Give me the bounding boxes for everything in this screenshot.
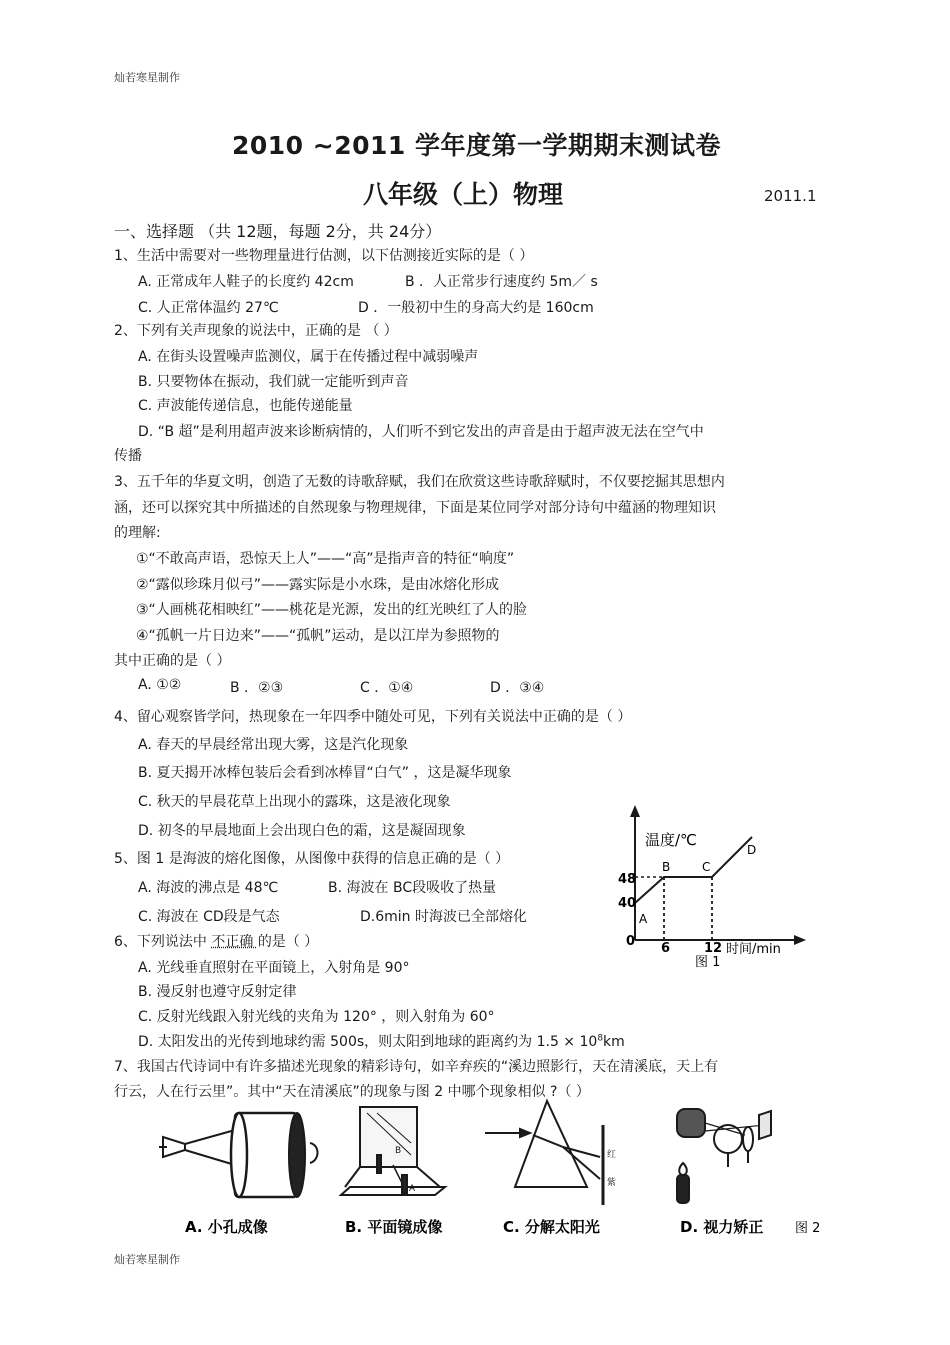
y-axis-label: 温度/℃ [645,831,697,849]
q4-option-a: A. 春天的早晨经常出现大雾，这是汽化现象 [138,737,409,753]
q6-option-d-exponent: 8 [597,1033,604,1044]
prism-label-violet: 紫 [607,1178,617,1188]
q4-option-b: B. 夏天揭开冰棒包装后会看到冰棒冒“白气” ，这是凝华现象 [138,765,512,781]
q1-stem: 1、生活中需要对一些物理量进行估测，以下估测接近实际的是（ ） [114,248,534,264]
q3-option-c: C ．①④ [360,680,414,696]
q5-option-a: A. 海波的沸点是 48℃ [138,880,279,896]
q1-option-a: A. 正常成年人鞋子的长度约 42cm [138,274,354,290]
q7-line2: 行云，人在行云里”。其中“天在清溪底”的现象与图 2 中哪个现象相似 ?（ ） [114,1084,590,1100]
figure1-graph [610,805,810,970]
q3-line2: 涵，还可以探究其中所描述的自然现象与物理规律，下面是某位同学对部分诗句中蕴涵的物理知识 [114,500,716,516]
header-note: 灿若寒星制作 [114,71,180,84]
x-axis-arrow [794,935,806,945]
q3-item1: ①“不敢高声语，恐惊天上人”——“高”是指声音的特征“响度” [136,551,515,567]
q1-option-c: C. 人正常体温约 27℃ [138,300,279,316]
q3-option-b: B ．②③ [230,680,284,696]
q3-option-a: A. ①② [138,677,182,693]
q1-option-d: D ．一般初中生的身高大约是 160cm [358,300,594,316]
q6-stem-end: 的是（ ） [257,934,319,950]
q7-line1: 7、我国古代诗词中有许多描述光现象的精彩诗句，如辛弃疾的“溪边照影行，天在清溪底，天上有 [114,1059,719,1075]
q6-option-c: C. 反射光线跟入射光线的夹角为 120° ，则入射角为 60° [138,1009,495,1025]
q2-option-a: A. 在街头设置噪声监测仪，属于在传播过程中减弱噪声 [138,349,479,365]
q3-option-d: D ．③④ [490,680,545,696]
q2-option-c: C. 声波能传递信息，也能传递能量 [138,398,353,414]
q6-option-b: B. 漫反射也遵守反射定律 [138,984,297,1000]
q5-stem: 5、图 1 是海波的熔化图像，从图像中获得的信息正确的是（ ） [114,851,510,867]
q2-option-d: D. “B 超”是利用超声波来诊断病情的，人们听不到它发出的声音是由于超声波无法在空气中 [138,424,704,440]
q6-option-d-text: D. 太阳发出的光传到地球约需 500s，则太阳到地球的距离约为 1.5 × 10 [138,1034,598,1050]
y-axis-arrow [630,805,640,817]
q6-option-a: A. 光线垂直照射在平面镜上，入射角是 90° [138,960,410,976]
y-tick-0: 0 [626,934,636,949]
q4-stem: 4、留心观察皆学问，热现象在一年四季中随处可见，下列有关说法中正确的是（ ） [114,709,632,725]
q1-option-b: B ．人正常步行速度约 5m／ s [405,274,598,290]
q5-option-d: D.6min 时海波已全部熔化 [360,909,527,925]
figure2-caption-a: A. 小孔成像 [185,1218,268,1236]
vision-correction-illustration [677,1109,771,1203]
exam-date: 2011.1 [764,187,817,205]
figure2-caption-d: D. 视力矫正 [680,1218,764,1236]
y-tick-48: 48 [618,872,637,887]
x-tick-12: 12 [704,941,723,956]
q3-line3: 的理解: [114,525,161,541]
figure1-caption: 图 1 [695,955,721,970]
q3-line1: 3、五千年的华夏文明，创造了无数的诗歌辞赋，我们在欣赏这些诗歌辞赋时，不仅要挖掘其思想内 [114,474,725,490]
figure2-label: 图 2 [795,1221,821,1236]
q5-option-b: B. 海波在 BC段吸收了热量 [328,880,497,896]
q6-emphasis: 不正确 [211,934,258,950]
point-d: D [747,843,757,857]
figure2-caption-c: C. 分解太阳光 [503,1218,600,1236]
page-subtitle: 八年级（上）物理 [363,180,564,209]
footer-note: 灿若寒星制作 [114,1253,180,1266]
svg-text:A: A [409,1184,416,1194]
point-c: C [702,860,711,874]
point-b: B [662,860,671,874]
plane-mirror-illustration [341,1107,445,1195]
q3-item3: ③“人画桃花相映红”——桃花是光源，发出的红光映红了人的脸 [136,602,528,618]
figure2-illustrations [145,1095,845,1245]
q3-item4: ④“孤帆一片日边来”——“孤帆”运动，是以江岸为参照物的 [136,628,500,644]
point-a: A [639,912,648,926]
q6-option-d-unit: km [603,1034,625,1050]
q6-stem [114,931,318,951]
svg-text:B: B [395,1146,402,1156]
q2-option-b: B. 只要物体在振动，我们就一定能听到声音 [138,374,409,390]
q2-option-d-cont: 传播 [114,448,142,464]
section-heading: 一、选择题 （共 12题，每题 2分，共 24分） [114,222,442,241]
pinhole-camera-illustration [159,1113,318,1197]
q3-item2: ②“露似珍珠月似弓”——露实际是小水珠，是由冰熔化形成 [136,577,500,593]
x-tick-6: 6 [661,941,671,956]
prism-illustration [485,1101,616,1205]
q5-option-c: C. 海波在 CD段是气态 [138,909,280,925]
q2-stem: 2、下列有关声现象的说法中，正确的是 （ ） [114,323,398,339]
q4-option-c: C. 秋天的早晨花草上出现小的露珠，这是液化现象 [138,794,451,810]
q6-stem-start: 6、下列说法中 [114,934,212,950]
y-tick-40: 40 [618,896,637,911]
x-axis-label: 时间/min [726,942,781,957]
page-title: 2010 ~2011 学年度第一学期期末测试卷 [232,131,722,160]
q3-ask: 其中正确的是（ ） [114,653,231,669]
figure2-caption-b: B. 平面镜成像 [345,1218,443,1236]
prism-label-red: 红 [607,1150,617,1160]
q6-option-d [138,1031,625,1051]
q4-option-d: D. 初冬的早晨地面上会出现白色的霜，这是凝固现象 [138,823,466,839]
